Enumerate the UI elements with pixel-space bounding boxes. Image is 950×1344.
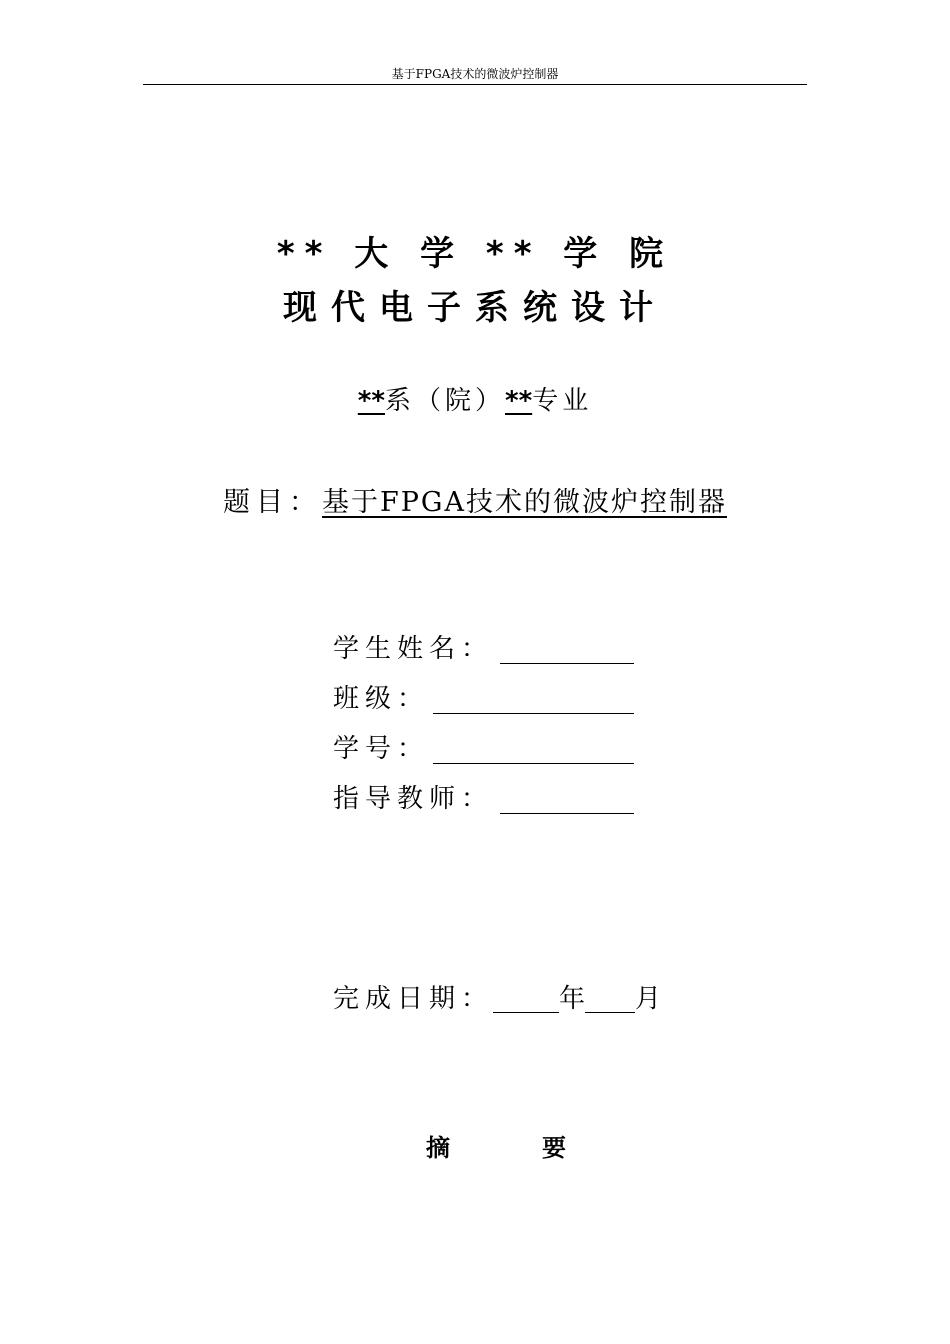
advisor-label: 指导教师：	[333, 784, 494, 814]
university-title: ** 大 学 ** 学 院	[276, 234, 674, 274]
completion-date-label: 完成日期：	[333, 984, 494, 1014]
student-name-field	[333, 628, 493, 664]
year-blank-line[interactable]	[493, 986, 559, 1013]
month-label: 月	[635, 984, 662, 1014]
class-label: 班级：	[333, 684, 430, 714]
department-blank: **	[357, 386, 385, 416]
topic-label: 题目：	[223, 487, 323, 518]
month-blank-line[interactable]	[585, 986, 635, 1013]
student-id-field	[333, 728, 429, 764]
class-field	[333, 678, 429, 714]
advisor-field	[333, 778, 493, 814]
student-name-blank-line[interactable]	[500, 662, 634, 664]
course-title: 现代电子系统设计	[283, 288, 667, 328]
completion-date-line	[333, 978, 661, 1015]
student-name-label: 学生姓名：	[333, 634, 494, 664]
student-id-blank-line[interactable]	[433, 762, 634, 764]
department-label: 系（院）	[384, 386, 505, 416]
abstract-heading-char-2: 要	[542, 1134, 566, 1162]
year-label: 年	[559, 984, 586, 1014]
running-header: 基于FPGA技术的微波炉控制器	[143, 64, 807, 85]
class-blank-line[interactable]	[433, 712, 634, 714]
student-id-label: 学号：	[333, 734, 430, 764]
topic-line	[0, 480, 950, 519]
topic-value: 基于FPGA技术的微波炉控制器	[322, 487, 727, 518]
major-blank: **	[505, 386, 533, 416]
advisor-blank-line[interactable]	[500, 812, 634, 814]
major-label: 专业	[532, 386, 593, 416]
abstract-heading-char-1: 摘	[426, 1134, 450, 1162]
department-line	[0, 380, 950, 417]
